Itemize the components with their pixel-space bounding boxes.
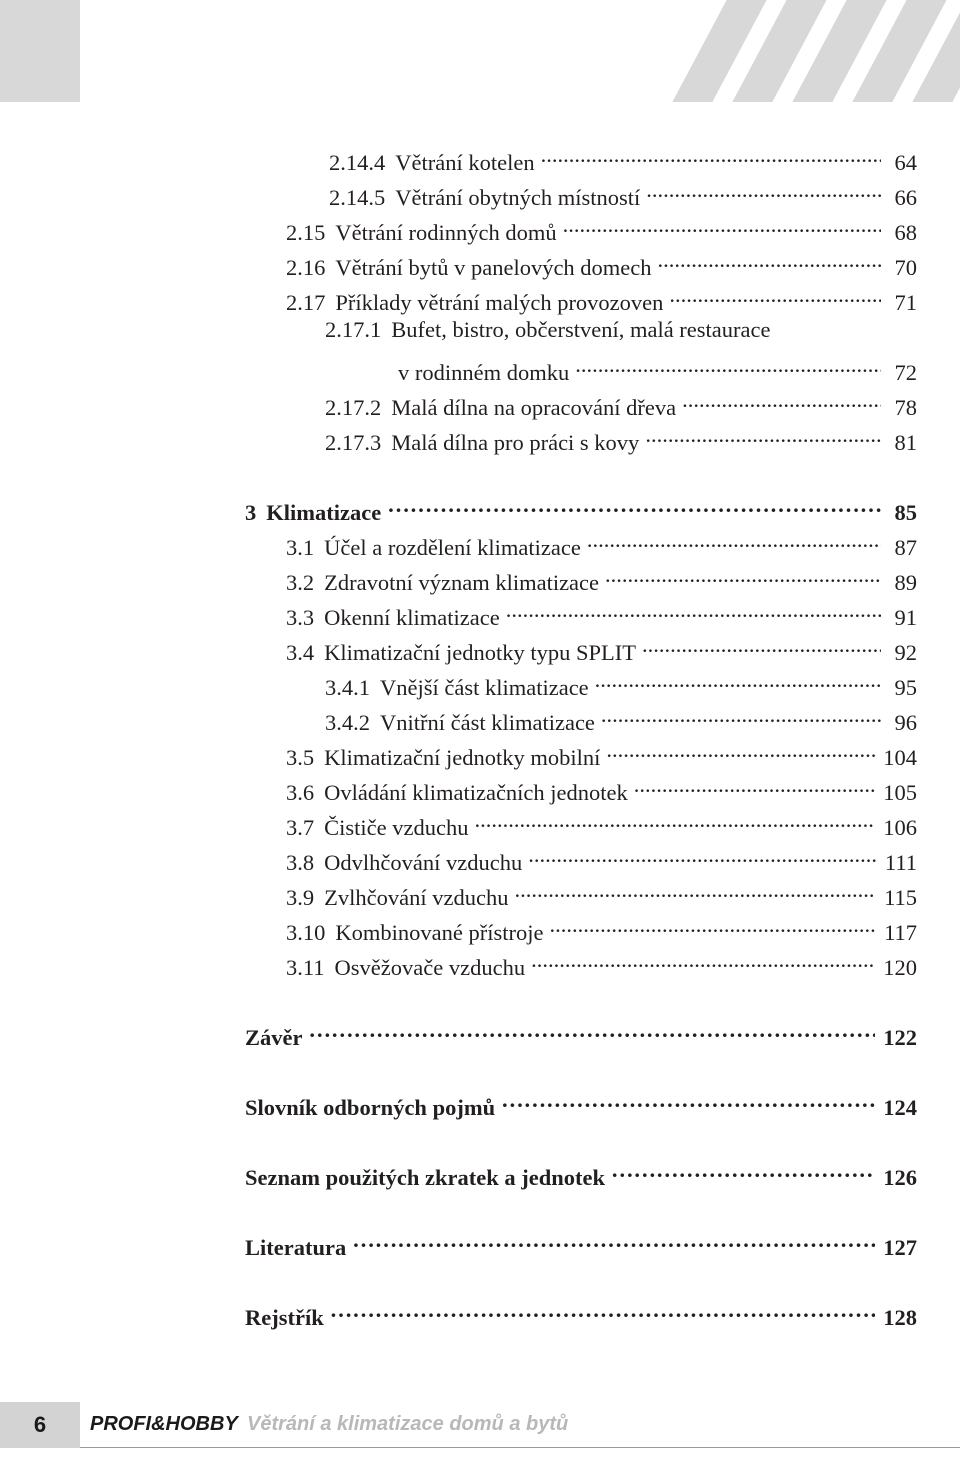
toc-entry-title: Seznam použitých zkratek a jednotek (245, 1165, 605, 1190)
toc-entry-number: 2.16 (286, 255, 326, 280)
toc-entry-number: 3.10 (286, 920, 326, 945)
toc-entry-page: 124 (883, 1095, 917, 1120)
toc-chapter[interactable] (245, 1085, 917, 1123)
toc-entry-page: 64 (894, 150, 917, 175)
toc-entry-title: Okenní klimatizace (324, 605, 500, 630)
toc-entry-page: 122 (883, 1025, 917, 1050)
toc-entry-page: 78 (894, 395, 917, 420)
toc-entry[interactable] (286, 840, 917, 878)
toc-chapter[interactable] (245, 1015, 917, 1053)
brand-logo-text: PROFI&HOBBY (90, 1413, 238, 1435)
toc-entry[interactable] (286, 245, 917, 283)
toc-entry-title: Čističe vzduchu (324, 815, 469, 840)
toc-entry-page: 104 (883, 745, 917, 770)
toc-entry[interactable] (286, 560, 917, 598)
toc-entry-title: Větrání rodinných domů (335, 220, 557, 245)
toc-entry-title: Rejstřík (245, 1305, 324, 1330)
toc-leader-dots (501, 1085, 875, 1115)
footer-divider (80, 1447, 960, 1448)
toc-entry[interactable] (286, 805, 917, 843)
toc-leader-dots (308, 1015, 875, 1045)
header-decoration (0, 0, 960, 102)
toc-chapter[interactable] (245, 1155, 917, 1193)
toc-leader-dots (563, 210, 881, 240)
toc-entry-page: 117 (884, 920, 917, 945)
toc-entry-number: 3.7 (286, 815, 315, 840)
toc-entry-title: v rodinném domku (398, 360, 570, 385)
toc-entry-number: 3.8 (286, 850, 315, 875)
toc-entry-page: 120 (883, 955, 917, 980)
toc-entry[interactable] (398, 350, 917, 388)
toc-leader-dots (645, 420, 881, 450)
toc-entry-page: 128 (883, 1305, 917, 1330)
page-footer (0, 1402, 960, 1448)
toc-leader-dots (514, 875, 876, 905)
toc-entry[interactable] (325, 665, 917, 703)
toc-entry-title: Větrání obytných místností (395, 185, 641, 210)
toc-entry[interactable] (286, 280, 917, 318)
toc-entry-page: 71 (894, 290, 917, 315)
toc-chapter[interactable] (245, 490, 917, 528)
toc-entry-page: 72 (894, 360, 917, 385)
toc-entry-number: 2.17.3 (325, 430, 382, 455)
toc-entry-page: 70 (894, 255, 917, 280)
toc-entry-number: 2.14.4 (329, 150, 386, 175)
toc-leader-dots (611, 1155, 875, 1185)
toc-entry-title: Klimatizační jednotky mobilní (324, 745, 601, 770)
toc-entry-page: 85 (894, 500, 917, 525)
toc-entry-page: 105 (883, 780, 917, 805)
toc-entry-title: Malá dílna pro práci s kovy (391, 430, 640, 455)
toc-entry-number: 2.17 (286, 290, 326, 315)
toc-entry-number: 3.9 (286, 885, 315, 910)
toc-entry-page: 115 (884, 885, 917, 910)
toc-chapter[interactable] (245, 1295, 917, 1333)
toc-entry[interactable] (286, 595, 917, 633)
toc-leader-dots (646, 175, 881, 205)
toc-entry-page: 81 (894, 430, 917, 455)
toc-entry-title: Větrání bytů v panelových domech (335, 255, 652, 280)
toc-leader-dots (682, 385, 881, 415)
toc-leader-dots (595, 665, 881, 695)
toc-leader-dots (606, 735, 875, 765)
toc-leader-dots (575, 350, 881, 380)
toc-entry[interactable] (286, 210, 917, 248)
toc-entry-number: 2.17.1 (325, 317, 382, 342)
toc-entry[interactable] (286, 630, 917, 668)
toc-entry-title: Klimatizační jednotky typu SPLIT (324, 640, 636, 665)
toc-entry-page: 127 (883, 1235, 917, 1260)
toc-chapter[interactable] (245, 1225, 917, 1263)
toc-entry-title: Vnější část klimatizace (380, 675, 589, 700)
toc-entry-title: Literatura (245, 1235, 347, 1260)
toc-entry-number: 3.6 (286, 780, 315, 805)
toc-entry-number: 3.5 (286, 745, 315, 770)
toc-leader-dots (531, 945, 875, 975)
page-number-box (0, 1402, 80, 1448)
toc-entry-title: Kombinované přístroje (335, 920, 544, 945)
toc-entry-page: 91 (894, 605, 917, 630)
toc-leader-dots (601, 700, 881, 730)
toc-entry[interactable] (325, 420, 917, 458)
toc-entry[interactable] (286, 910, 917, 948)
toc-leader-dots (387, 490, 881, 520)
toc-entry-number: 3.1 (286, 535, 315, 560)
toc-entry[interactable] (329, 175, 917, 213)
toc-leader-dots (506, 595, 881, 625)
toc-entry[interactable] (325, 700, 917, 738)
toc-entry-title: Klimatizace (266, 500, 382, 525)
toc-entry-title: Ovládání klimatizačních jednotek (324, 780, 628, 805)
toc-entry-number: 3.2 (286, 570, 315, 595)
toc-entry-title: Bufet, bistro, občerstvení, malá restaurace (391, 317, 771, 342)
toc-entry-title: Větrání kotelen (395, 150, 535, 175)
page-number: 6 (33, 1412, 47, 1437)
toc-entry-page: 89 (894, 570, 917, 595)
toc-entry-title: Účel a rozdělení klimatizace (324, 535, 581, 560)
toc-entry-number: 3.3 (286, 605, 315, 630)
toc-entry-page: 87 (894, 535, 917, 560)
toc-leader-dots (474, 805, 875, 835)
toc-entry-title: Odvlhčování vzduchu (324, 850, 523, 875)
toc-entry-page: 106 (883, 815, 917, 840)
toc-entry-number: 3.4.2 (325, 710, 370, 735)
toc-leader-dots (658, 245, 881, 275)
toc-leader-dots (330, 1295, 876, 1325)
toc-entry-title: Zdravotní význam klimatizace (324, 570, 600, 595)
toc-leader-dots (642, 630, 881, 660)
toc-entry[interactable] (286, 875, 917, 913)
toc-entry[interactable] (286, 525, 917, 563)
toc-entry-number: 3.4 (286, 640, 315, 665)
toc-entry[interactable] (329, 140, 917, 178)
toc-entry-title: Osvěžovače vzduchu (334, 955, 526, 980)
toc-entry[interactable] (286, 735, 917, 773)
toc-entry-number: 3 (245, 500, 257, 525)
toc-entry-page: 95 (894, 675, 917, 700)
toc-entry[interactable] (325, 315, 770, 345)
toc-entry-page: 126 (883, 1165, 917, 1190)
toc-entry-page: 96 (894, 710, 917, 735)
toc-leader-dots (528, 840, 877, 870)
toc-entry[interactable] (325, 385, 917, 423)
toc-leader-dots (587, 525, 881, 555)
toc-entry-page: 66 (894, 185, 917, 210)
toc-entry-number: 2.15 (286, 220, 326, 245)
toc-entry-number: 3.11 (286, 955, 325, 980)
toc-entry-page: 111 (884, 850, 917, 875)
toc-entry-title: Slovník odborných pojmů (245, 1095, 496, 1120)
toc-leader-dots (669, 280, 881, 310)
toc-entry-title: Zvlhčování vzduchu (324, 885, 509, 910)
toc-entry-title: Závěr (245, 1025, 303, 1050)
header-gray-block (0, 0, 80, 102)
toc-entry-title: Vnitřní část klimatizace (380, 710, 595, 735)
toc-entry-number: 3.4.1 (325, 675, 370, 700)
toc-leader-dots (352, 1225, 875, 1255)
toc-leader-dots (549, 910, 876, 940)
book-title: Větrání a klimatizace domů a bytů (247, 1413, 569, 1435)
toc-leader-dots (541, 140, 881, 170)
toc-leader-dots (605, 560, 881, 590)
toc-entry-page: 68 (894, 220, 917, 245)
toc-entry-title: Příklady větrání malých provozoven (335, 290, 664, 315)
toc-leader-dots (634, 770, 875, 800)
toc-entry[interactable] (286, 770, 917, 808)
toc-entry[interactable] (286, 945, 917, 983)
toc-entry-number: 2.14.5 (329, 185, 386, 210)
toc-entry-title: Malá dílna na opracování dřeva (391, 395, 677, 420)
toc-entry-page: 92 (894, 640, 917, 665)
toc-entry-number: 2.17.2 (325, 395, 382, 420)
